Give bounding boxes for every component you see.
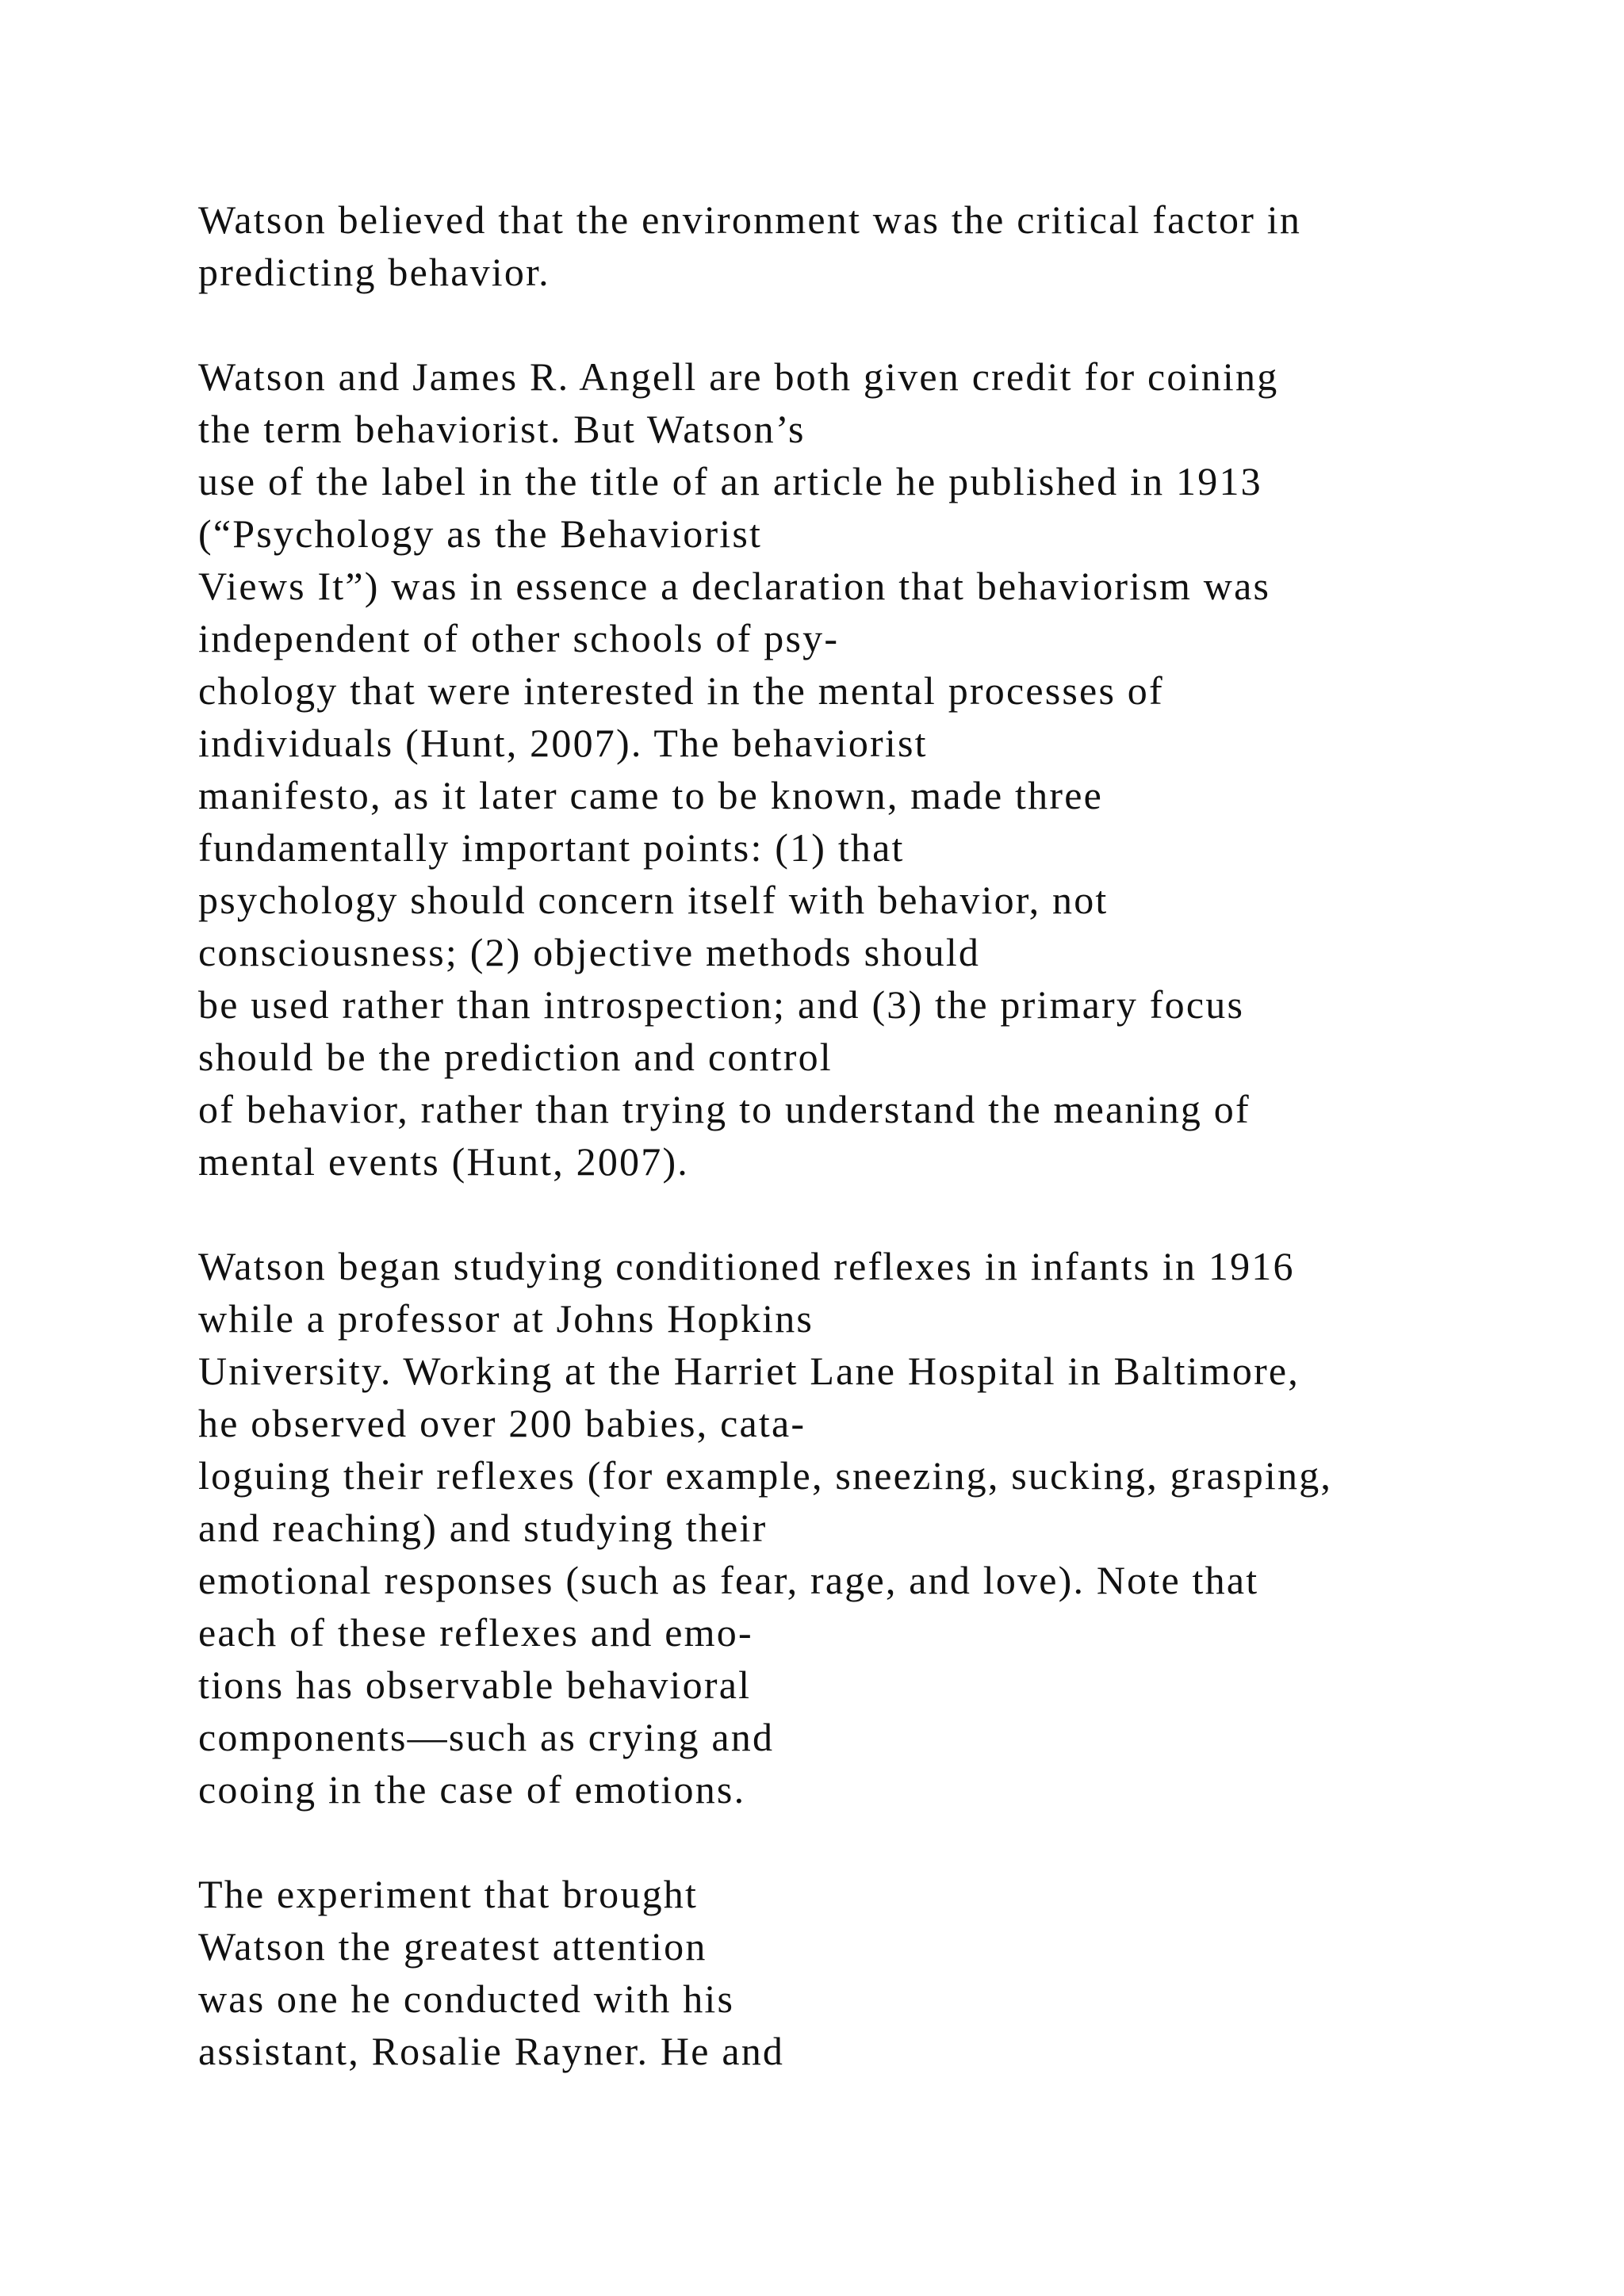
text-line: while a professor at Johns Hopkins <box>198 1296 814 1341</box>
text-line: Watson believed that the environment was the critical factor in <box>198 197 1302 242</box>
text-line: components—such as crying and <box>198 1715 775 1759</box>
text-line: emotional responses (such as fear, rage, and love). Note that <box>198 1558 1259 1602</box>
text-line: loguing their reflexes (for example, sneezing, sucking, grasping, <box>198 1453 1333 1498</box>
text-line: Views It”) was in essence a declaration that behaviorism was <box>198 564 1271 608</box>
text-line: and reaching) and studying their <box>198 1506 768 1550</box>
text-line: individuals (Hunt, 2007). The behaviorist <box>198 721 928 765</box>
text-line: mental events (Hunt, 2007). <box>198 1139 689 1184</box>
text-line: was one he conducted with his <box>198 1976 735 2021</box>
text-line: consciousness; (2) objective methods should <box>198 930 981 974</box>
text-line: psychology should concern itself with behavior, not <box>198 878 1109 922</box>
document-body <box>198 193 1594 2130</box>
text-line: Watson and James R. Angell are both given credit for coining <box>198 354 1279 399</box>
paragraph-experiment <box>198 1868 1594 2077</box>
paragraph-behaviorist-manifesto <box>198 350 1594 1188</box>
text-line: cooing in the case of emotions. <box>198 1767 746 1812</box>
text-line: should be the prediction and control <box>198 1035 833 1079</box>
text-line: Watson began studying conditioned reflexes in infants in 1916 <box>198 1244 1295 1288</box>
text-line: each of these reflexes and emo- <box>198 1610 753 1655</box>
text-line: of behavior, rather than trying to understand the meaning of <box>198 1087 1251 1131</box>
text-line: assistant, Rosalie Rayner. He and <box>198 2029 785 2073</box>
text-line: University. Working at the Harriet Lane Hospital in Baltimore, <box>198 1349 1300 1393</box>
text-line: the term behaviorist. But Watson’s <box>198 407 806 451</box>
text-line: he observed over 200 babies, cata- <box>198 1401 806 1445</box>
text-line: independent of other schools of psy- <box>198 616 840 660</box>
text-line: chology that were interested in the mental processes of <box>198 668 1164 713</box>
paragraph-environment <box>198 193 1594 298</box>
text-line: use of the label in the title of an article he published in 1913 <box>198 459 1262 503</box>
text-line: fundamentally important points: (1) that <box>198 825 905 870</box>
text-line: manifesto, as it later came to be known, made three <box>198 773 1103 817</box>
paragraph-conditioned-reflexes <box>198 1240 1594 1816</box>
text-line: Watson the greatest attention <box>198 1924 707 1969</box>
text-line: predicting behavior. <box>198 250 550 294</box>
text-line: tions has observable behavioral <box>198 1663 752 1707</box>
text-line: The experiment that brought <box>198 1872 699 1916</box>
text-line: (“Psychology as the Behaviorist <box>198 511 763 556</box>
text-line: be used rather than introspection; and (3) the primary focus <box>198 982 1245 1027</box>
